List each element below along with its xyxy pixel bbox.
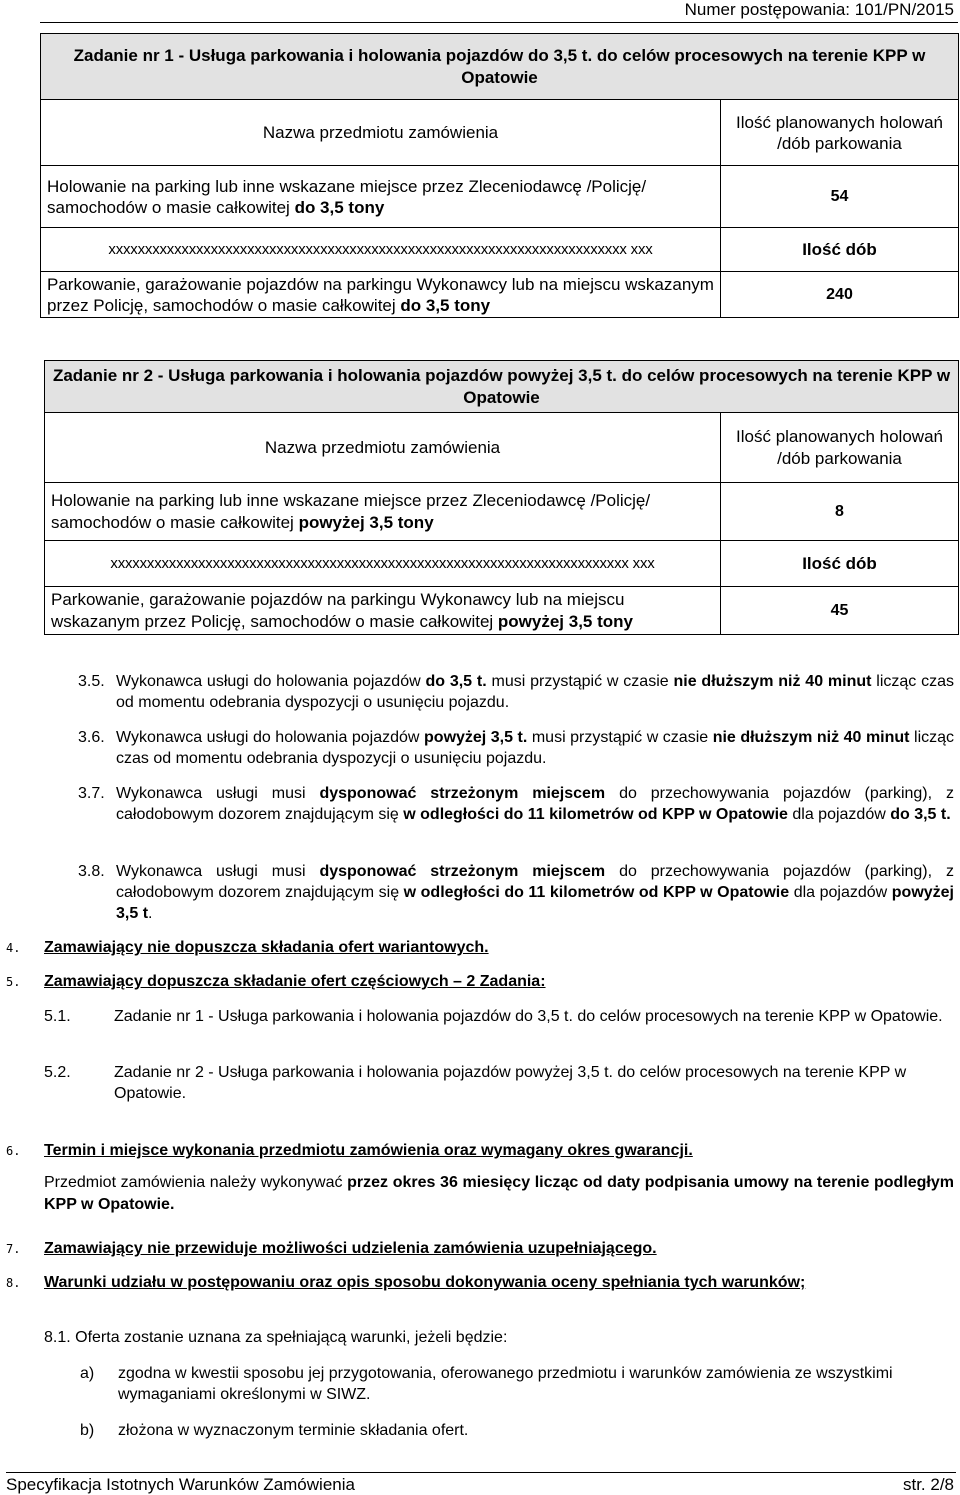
task1-col-name: Nazwa przedmiotu zamówienia [41,100,721,166]
task2-row2-name: Parkowanie, garażowanie pojazdów na parkingu Wykonawcy lub na miejscu wskazanym przez Policję, samochodów o masie całkowitej powyżej 3,5 tony [45,587,721,635]
item-text: Wykonawca usługi musi dysponować strzeżonym miejscem do przechowywania pojazdów (parking), z całodobowym dozorem znajdującym się w odległości do 11 kilometrów od KPP w Opatowie dla pojazdów powyżej 3,5 t. [116,863,955,922]
task1-row1-value: 54 [721,166,959,228]
list-item-a [80,1363,954,1405]
list-text: zgodna w kwestii sposobu jej przygotowania, oferowanego przedmiotu i warunków zamówienia ze wszystkimi wymaganiami określonymi w SIWZ. [118,1365,893,1403]
list-item-b [80,1420,954,1441]
task1-col-qty: Ilość planowanych holowań /dób parkowania [721,100,959,166]
section-6 [6,1140,954,1162]
section-heading: Warunki udziału w postępowaniu oraz opis sposobu dokonywania oceny spełniania tych warunków; [44,1274,806,1291]
section-8-1: 8.1. Oferta zostanie uznana za spełniającą warunki, jeżeli będzie: [44,1329,508,1346]
section-number: 5. [6,975,21,989]
item-number: 3.8. [78,863,105,880]
procedure-number: Numer postępowania: 101/PN/2015 [684,0,954,19]
list-marker: a) [80,1365,95,1382]
section-5 [6,971,954,993]
task2-table [44,360,959,635]
section-number: 6. [6,1144,21,1158]
footer-title: Specyfikacja Istotnych Warunków Zamówienia [6,1475,355,1494]
item-text: Wykonawca usługi do holowania pojazdów do 3,5 t. musi przystąpić w czasie nie dłuższym niż 40 minut licząc czas od momentu odebrania dyspozycji o usunięciu pojazdu. [116,673,955,711]
task2-col-qty: Ilość planowanych holowań /dób parkowania [721,413,959,483]
item-number: 3.5. [78,673,105,690]
task2-separator: xxxxxxxxxxxxxxxxxxxxxxxxxxxxxxxxxxxxxxxxxxxxxxxxxxxxxxxxxxxxxxxxxxxxxxx xxx [45,541,721,587]
sub-text: Zadanie nr 2 - Usługa parkowania i holowania pojazdów powyżej 3,5 t. do celów procesowych na terenie KPP w Opatowie. [114,1064,907,1102]
section-heading: Zamawiający nie dopuszcza składania ofert wariantowych. [44,939,489,956]
section-7 [6,1238,954,1260]
task1-separator: xxxxxxxxxxxxxxxxxxxxxxxxxxxxxxxxxxxxxxxxxxxxxxxxxxxxxxxxxxxxxxxxxxxxxxx xxx [41,228,721,272]
task2-days-label: Ilość dób [721,541,959,587]
section-8 [6,1272,954,1294]
section-5-2 [44,1062,954,1104]
item-number: 3.6. [78,729,105,746]
task2-col-name: Nazwa przedmiotu zamówienia [45,413,721,483]
section-number: 4. [6,941,21,955]
task1-title: Zadanie nr 1 - Usługa parkowania i holowania pojazdów do 3,5 t. do celów procesowych na terenie KPP w Opatowie [41,34,959,100]
section-6-paragraph: Przedmiot zamówienia należy wykonywać przez okres 36 miesięcy licząc od daty podpisania umowy na terenie podległym KPP w Opatowie. [44,1174,955,1213]
section-number: 7. [6,1242,21,1256]
section-5-1 [44,1006,954,1027]
section-heading: Zamawiający nie przewiduje możliwości udzielenia zamówienia uzupełniającego. [44,1240,657,1257]
list-text: złożona w wyznaczonym terminie składania ofert. [118,1422,469,1439]
sub-number: 5.1. [44,1008,71,1025]
sub-number: 5.2. [44,1064,71,1081]
item-3-6 [78,727,954,769]
task1-days-label: Ilość dób [721,228,959,272]
item-number: 3.7. [78,785,105,802]
header-divider [40,22,958,23]
footer-divider [6,1472,956,1473]
task2-row2-value: 45 [721,587,959,635]
sub-text: Zadanie nr 1 - Usługa parkowania i holowania pojazdów do 3,5 t. do celów procesowych na terenie KPP w Opatowie. [114,1008,943,1025]
list-marker: b) [80,1422,95,1439]
item-3-8 [78,861,954,924]
task2-row1-value: 8 [721,483,959,541]
section-heading: Zamawiający dopuszcza składanie ofert częściowych – 2 Zadania: [44,973,546,990]
section-4 [6,937,954,959]
item-text: Wykonawca usługi musi dysponować strzeżonym miejscem do przechowywania pojazdów (parking), z całodobowym dozorem znajdującym się w odległości do 11 kilometrów od KPP w Opatowie dla pojazdów do 3,5 t. [116,785,955,823]
task1-row1-name: Holowanie na parking lub inne wskazane miejsce przez Zleceniodawcę /Policję/ samochodów o masie całkowitej do 3,5 tony [41,166,721,228]
item-text: Wykonawca usługi do holowania pojazdów powyżej 3,5 t. musi przystąpić w czasie nie dłuższym niż 40 minut licząc czas od momentu odebrania dyspozycji o usunięciu pojazdu. [116,729,955,767]
task1-row2-value: 240 [721,272,959,318]
section-number: 8. [6,1276,21,1290]
item-3-7 [78,783,954,825]
task1-row2-name: Parkowanie, garażowanie pojazdów na parkingu Wykonawcy lub na miejscu wskazanym przez Policję, samochodów o masie całkowitej do 3,5 tony [41,272,721,318]
page-number: str. 2/8 [902,1475,954,1494]
task2-title: Zadanie nr 2 - Usługa parkowania i holowania pojazdów powyżej 3,5 t. do celów procesowych na terenie KPP w Opatowie [45,361,959,413]
section-heading: Termin i miejsce wykonania przedmiotu zamówienia oraz wymagany okres gwarancji. [44,1142,693,1159]
item-3-5 [78,671,954,713]
task1-table [40,33,959,318]
task2-row1-name: Holowanie na parking lub inne wskazane miejsce przez Zleceniodawcę /Policję/ samochodów o masie całkowitej powyżej 3,5 tony [45,483,721,541]
